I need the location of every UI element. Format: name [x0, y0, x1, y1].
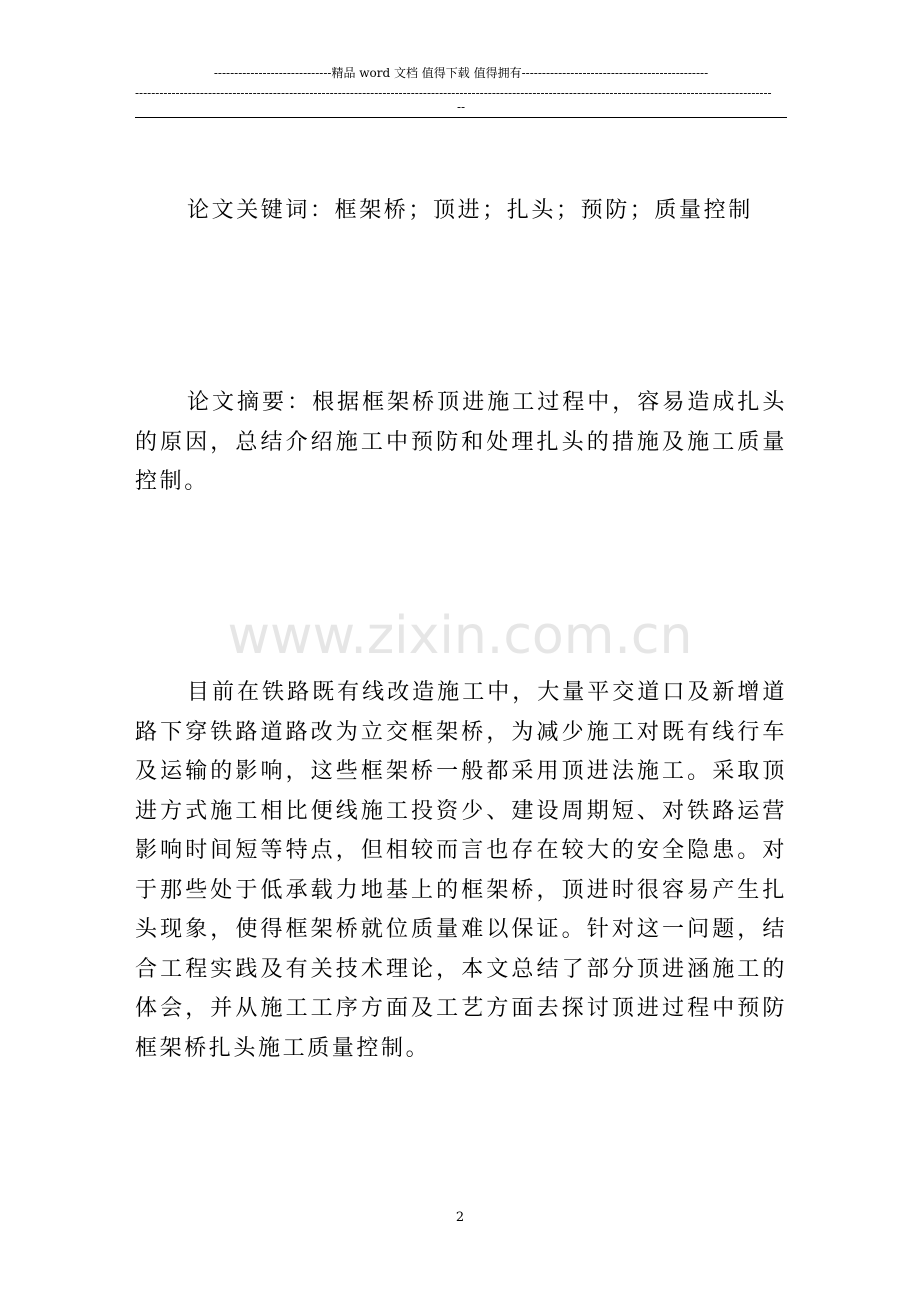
header-dash-line: -------------------------------------------------------------------------------------------------------------------------------------------------------------	[135, 86, 772, 100]
watermark: www.zixin.com.cn	[227, 606, 693, 666]
keywords-paragraph: 论文关键词：框架桥；顶进；扎头；预防；质量控制	[187, 198, 753, 223]
abstract-paragraph: 论文摘要：根据框架桥顶进施工过程中，容易造成扎头的原因，总结介绍施工中预防和处理扎头的措施及施工质量控制。	[135, 390, 787, 494]
header-banner: -----------------------------精品 word 文档 值得下载 值得拥有----------------------------------------------	[213, 66, 709, 80]
body-paragraph: 目前在铁路既有线改造施工中，大量平交道口及新增道路下穿铁路道路改为立交框架桥，为减少施工对既有线行车及运输的影响，这些框架桥一般都采用顶进法施工。采取顶进方式施工相比便线施工投资少、建设周期短、对铁路运营影响时间短等特点，但相较而言也存在较大的安全隐患。对于那些处于低承载力地基上的框架桥，顶进时很容易产生扎头现象，使得框架桥就位质量难以保证。针对这一问题，结合工程实践及有关技术理论，本文总结了部分顶进涵施工的体会，并从施工工序方面及工艺方面去探讨顶进过程中预防框架桥扎头施工质量控制。	[135, 680, 787, 1061]
page-number: 2	[455, 1210, 465, 1225]
header-dash-tail: --	[456, 100, 466, 114]
header-rule	[135, 117, 787, 118]
